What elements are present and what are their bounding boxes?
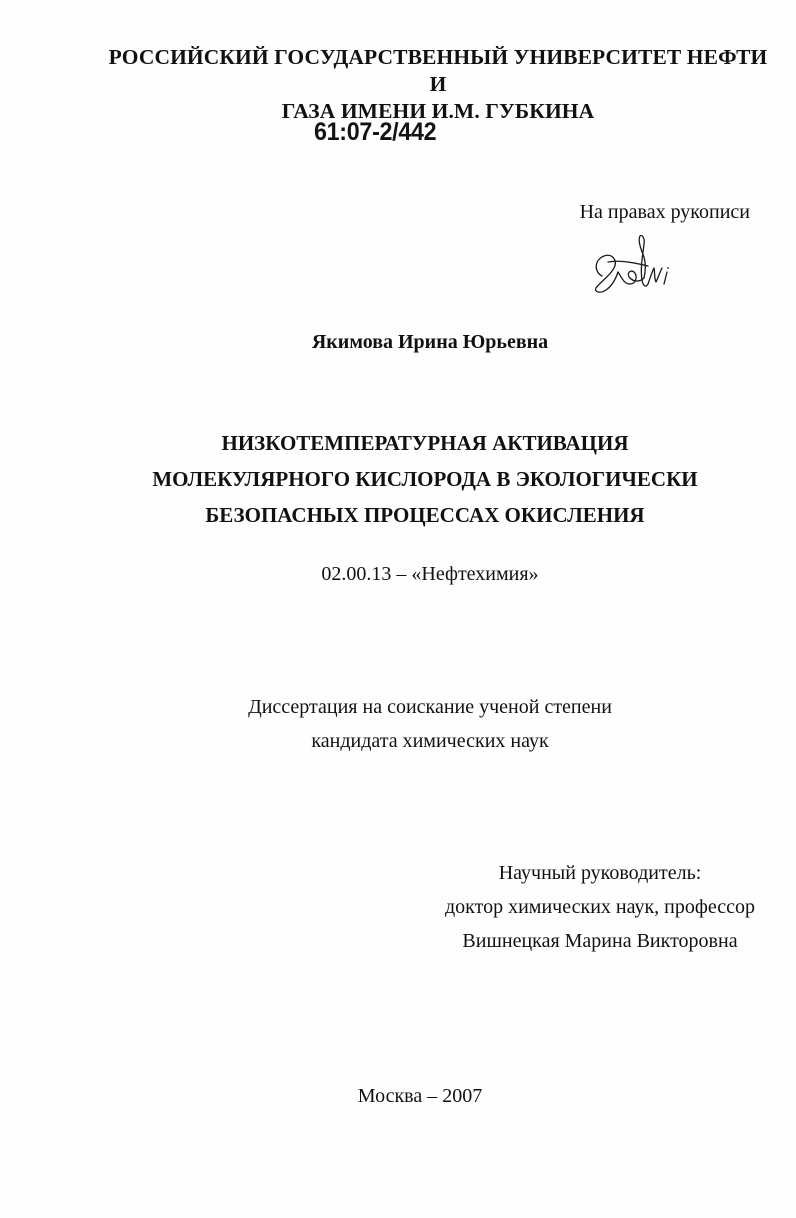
dissertation-title bbox=[110, 425, 740, 533]
advisor-label: Научный руководитель: bbox=[498, 862, 702, 884]
degree-statement bbox=[180, 690, 680, 758]
city-year: Москва – 2007 bbox=[357, 1085, 483, 1107]
degree-line-2: кандидата химических наук bbox=[311, 730, 549, 752]
signature-icon bbox=[588, 232, 678, 298]
university-line-2: ГАЗА ИМЕНИ И.М. ГУБКИНА bbox=[281, 99, 595, 123]
title-line-3: БЕЗОПАСНЫХ ПРОЦЕССАХ ОКИСЛЕНИЯ bbox=[205, 503, 645, 527]
scientific-advisor bbox=[420, 856, 780, 958]
title-line-1: НИЗКОТЕМПЕРАТУРНАЯ АКТИВАЦИЯ bbox=[221, 431, 629, 455]
manuscript-rights-note: На правах рукописи bbox=[579, 201, 750, 223]
advisor-name: Вишнецкая Марина Викторовна bbox=[462, 930, 738, 952]
university-name bbox=[100, 44, 776, 125]
university-line-1: РОССИЙСКИЙ ГОСУДАРСТВЕННЫЙ УНИВЕРСИТЕТ НЕФТИ И bbox=[108, 45, 768, 96]
degree-line-1: Диссертация на соискание ученой степени bbox=[248, 696, 612, 718]
author-name: Якимова Ирина Юрьевна bbox=[311, 331, 549, 353]
specialty-code: 02.00.13 – «Нефтехимия» bbox=[321, 563, 539, 585]
advisor-degree: доктор химических наук, профессор bbox=[445, 896, 755, 918]
library-stamp-code: 61:07-2/442 bbox=[314, 118, 437, 146]
title-line-2: МОЛЕКУЛЯРНОГО КИСЛОРОДА В ЭКОЛОГИЧЕСКИ bbox=[152, 467, 698, 491]
